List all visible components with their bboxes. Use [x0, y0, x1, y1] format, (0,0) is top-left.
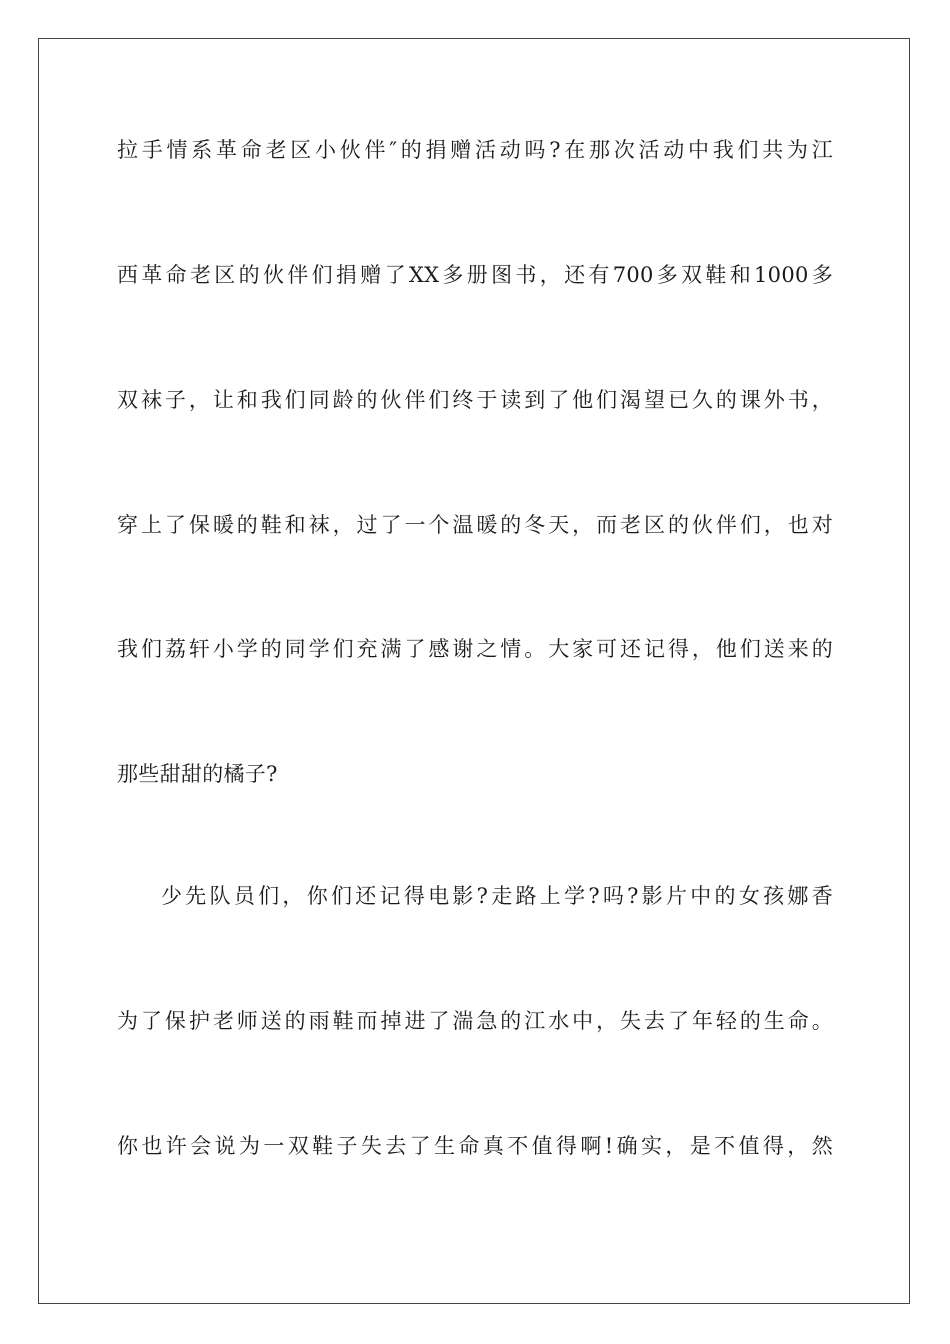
text-line-8: 为了保护老师送的雨鞋而掉进了湍急的江水中，失去了年轻的生命。 [117, 1009, 833, 1033]
text-line-1: 拉手情系革命老区小伙伴″的捐赠活动吗?在那次活动中我们共为江 [117, 138, 833, 162]
text-line-6: 那些甜甜的橘子? [117, 762, 278, 786]
text-line-2: 西革命老区的伙伴们捐赠了XX多册图书，还有700多双鞋和1000多 [117, 263, 833, 287]
text-line-3: 双袜子，让和我们同龄的伙伴们终于读到了他们渴望已久的课外书， [117, 388, 833, 412]
page-border [38, 38, 910, 1304]
text-line-7: 少先队员们，你们还记得电影?走路上学?吗?影片中的女孩娜香 [161, 884, 833, 908]
text-line-4: 穿上了保暖的鞋和袜，过了一个温暖的冬天，而老区的伙伴们，也对 [117, 513, 833, 537]
text-line-5: 我们荔轩小学的同学们充满了感谢之情。大家可还记得，他们送来的 [117, 637, 833, 661]
text-line-9: 你也许会说为一双鞋子失去了生命真不值得啊!确实，是不值得，然 [117, 1134, 833, 1158]
